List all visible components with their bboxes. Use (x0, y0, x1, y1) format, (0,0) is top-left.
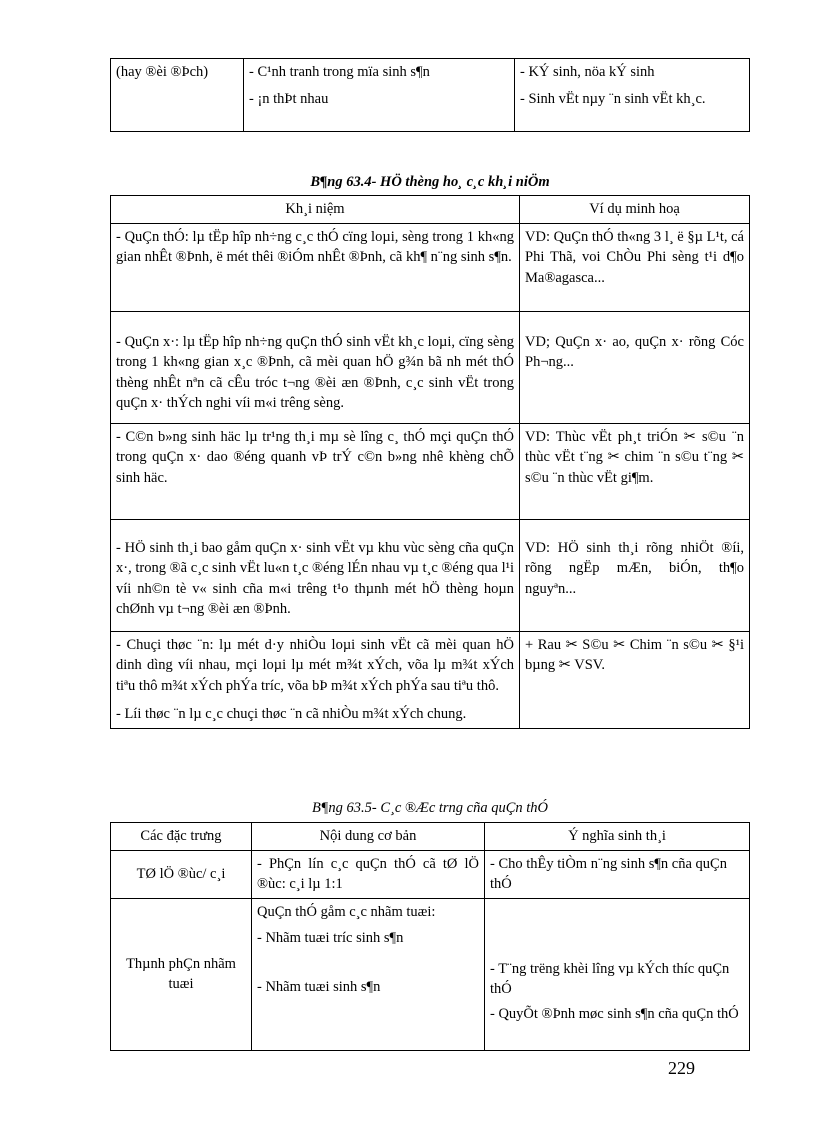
list-item: - KÝ sinh, nöa kÝ sinh (520, 64, 655, 80)
table-row (111, 898, 750, 1050)
content-cell: QuÇn thÓ gåm c¸c nhãm tuæi: - Nhãm tuæi tríc sinh s¶n - Nhãm tuæi sinh s¶n (252, 898, 485, 1050)
interspecific-cell (515, 59, 750, 132)
column-header-content: Nội dung cơ bản (252, 823, 485, 851)
table-caption-63-5: B¶ng 63.5- C¸c ®Æc trng cña quÇn thÓ (311, 800, 549, 816)
header-row (111, 823, 750, 851)
column-header-concept: Kh¸i niệm (111, 196, 520, 224)
table-row (111, 59, 750, 132)
list-item: - T¨ng trëng khèi lîng vµ kÝch thíc quÇn thÓ (490, 960, 730, 998)
concept-cell: - HÖ sinh th¸i bao gåm quÇn x· sinh vËt vµ khu vùc sèng cña quÇn x·, trong ®ã c¸c sinh vËt lu«n t¸c ®éng lÉn nhau vµ t¸c ®éng qua l¹i víi nh©n tè v« sinh cña m«i trêng t¹o thµnh mét hÖ thèng hoµn chØnh vµ t¬ng ®èi æn ®Þnh. (111, 519, 520, 631)
table-caption-63-4: B¶ng 63.4- HÖ thèng ho¸ c¸c kh¸i niÖm (310, 174, 550, 190)
example-cell: VD: QuÇn thÓ th«ng 3 l¸ ë §µ L¹t, cá Phi Thã, voi ChÒu Phi sèng t¹i d¶o Ma®agasca... (520, 223, 750, 311)
relationship-table (110, 58, 750, 132)
example-cell: VD: HÖ sinh th¸i rõng nhiÖt ®íi, rõng ngËp mÆn, biÓn, th¶o nguyªn... (520, 519, 750, 631)
concept-cell: - QuÇn thÓ: lµ tËp hîp nh÷ng c¸c thÓ cïng loµi, sèng trong 1 kh«ng gian nhÊt ®Þnh, ë mét thêi ®iÓm nhÊt ®Þnh, cã kh¶ n¨ng sinh s¶n. (111, 223, 520, 311)
column-header-meaning: Ý nghĩa sinh th¸i (485, 823, 750, 851)
column-header-example: Ví dụ minh hoạ (520, 196, 750, 224)
feature-cell: TØ lÖ ®ùc/ c¸i (111, 850, 252, 898)
table-row (111, 850, 750, 898)
table-row (111, 311, 750, 423)
table-row (111, 631, 750, 728)
list-item: - ¡n thÞt nhau (249, 90, 329, 107)
meaning-cell (485, 898, 750, 1050)
meaning-cell: - Cho thÊy tiÒm n¨ng sinh s¶n cña quÇn thÓ (485, 850, 750, 898)
example-cell: + Rau ✂ S©u ✂ Chim ¨n s©u ✂ §¹i bµng ✂ VSV. (520, 631, 750, 728)
list-item: - Nhãm tuæi tríc sinh s¶n (257, 930, 404, 947)
table-row (111, 519, 750, 631)
table-row (111, 423, 750, 519)
population-traits-table (110, 822, 750, 1051)
page-number: 229 (668, 1058, 695, 1078)
concepts-table (110, 195, 750, 729)
feature-cell: Thµnh phÇn nhãm tuæi (111, 898, 252, 1050)
example-cell: VD; QuÇn x· ao, quÇn x· rõng Cóc Ph¬ng... (520, 311, 750, 423)
relation-type-cell: (hay ®èi ®Þch) (111, 59, 244, 132)
content-cell: - PhÇn lín c¸c quÇn thÓ cã tØ lÖ ®ùc: c¸i lµ 1:1 (252, 850, 485, 898)
header-row (111, 196, 750, 224)
concept-cell: - C©n b»ng sinh häc lµ tr¹ng th¸i mµ sè lîng c¸ thÓ mçi quÇn thÓ trong quÇn x· dao ®éng quanh vÞ trÝ c©n b»ng nhê khèng chÕ sinh häc. (111, 423, 520, 519)
column-header-traits: Các đặc trưng (111, 823, 252, 851)
example-cell: VD: Thùc vËt ph¸t triÓn ✂ s©u ¨n thùc vËt t¨ng ✂ chim ¨n s©u t¨ng ✂ s©u ¨n thùc vËt gi¶m. (520, 423, 750, 519)
list-item: - Sinh vËt nµy ¨n sinh vËt kh¸c. (520, 90, 706, 107)
concept-cell: - QuÇn x·: lµ tËp hîp nh÷ng quÇn thÓ sinh vËt kh¸c loµi, cïng sèng trong 1 kh«ng gian x¸c ®Þnh, cã mèi quan hÖ g¾n bã nh mét thÓ thèng nhÊt nªn cã cÊu tróc t¬ng ®èi æn ®Þnh, c¸c sinh vËt trong quÇn x· thÝch nghi víi m«i trêng sèng. (111, 311, 520, 423)
list-item: - Nhãm tuæi sinh s¶n (257, 978, 381, 995)
intraspecific-cell (244, 59, 515, 132)
list-item: - QuyÕt ®Þnh møc sinh s¶n cña quÇn thÓ (490, 1005, 739, 1022)
table-row (111, 223, 750, 311)
list-item: - C¹nh tranh trong mïa sinh s¶n (249, 64, 430, 80)
concept-cell: - Chuçi thøc ¨n: lµ mét d·y nhiÒu loµi sinh vËt cã mèi quan hÖ dinh dìng víi nhau, mçi loµi lµ mét m¾t xÝch, võa lµ m¾t xÝch tiªu thô m¾t xÝch phÝa tríc, võa bÞ m¾t xÝch phÝa sau tiªu thô. - Líi thøc ¨n lµ c¸c chuçi thøc ¨n cã nhiÒu m¾t xÝch chung. (111, 631, 520, 728)
